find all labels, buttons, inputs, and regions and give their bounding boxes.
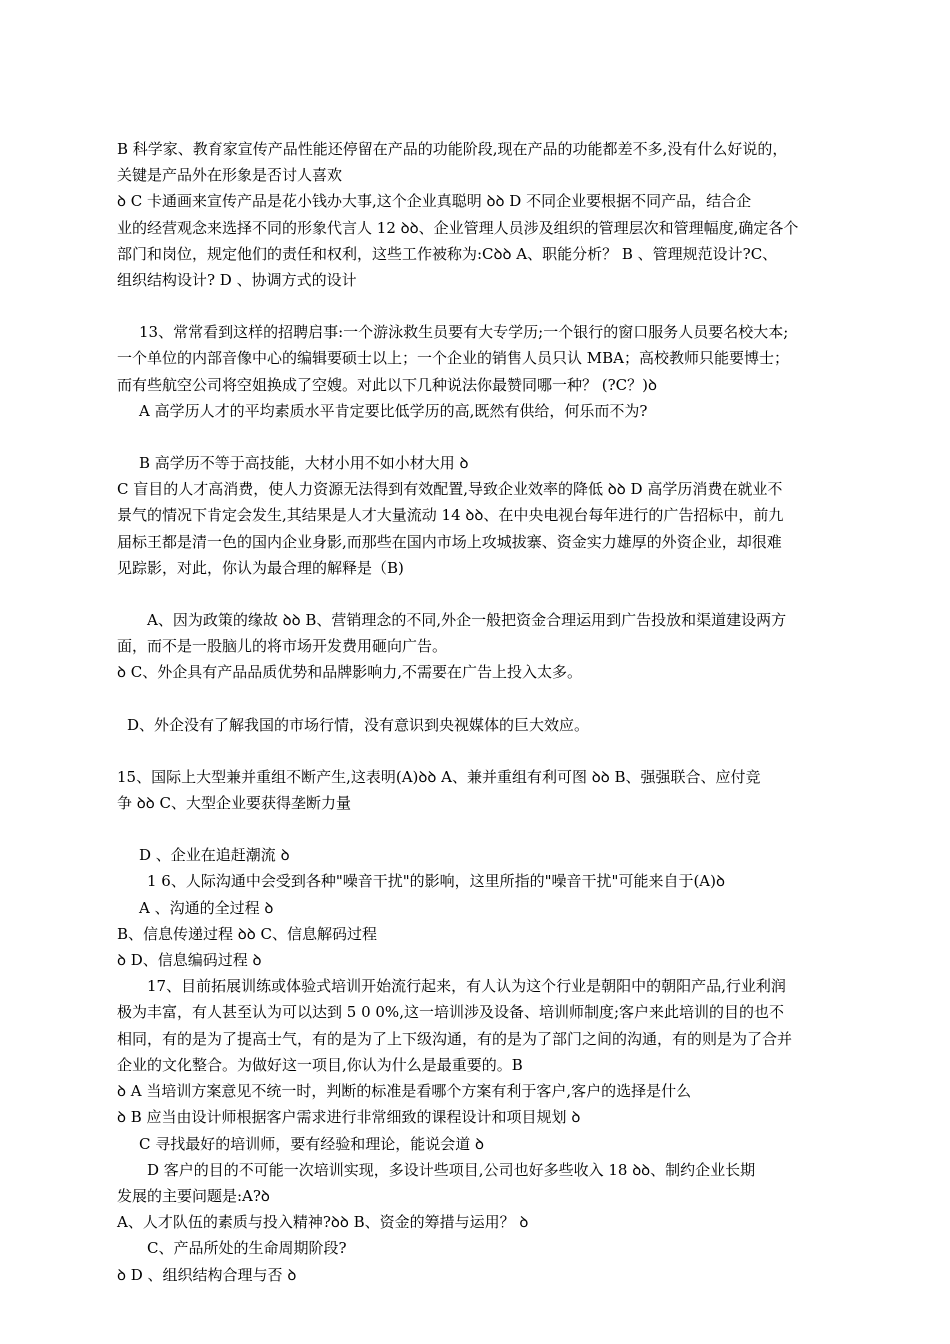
- paragraph-gap: [117, 581, 840, 607]
- text-line: 组织结构设计? D 、协调方式的设计: [117, 271, 357, 290]
- option-b-line: ꝺ B 应当由设计师根据客户需求进行非常细致的课程设计和项目规划 ꝺ: [117, 1108, 581, 1127]
- option-c-line: C 盲目的人才高消费，使人力资源无法得到有效配置,导致企业效率的降低 ꝺꝺ D 高学历消费在就业不: [117, 480, 783, 499]
- paragraph-gap: [117, 293, 840, 319]
- option-a-line: A 高学历人才的平均素质水平肯定要比低学历的高,既然有供给，何乐而不为?: [139, 401, 648, 420]
- text-line: 相同，有的是为了提高士气，有的是为了上下级沟通，有的是为了部门之间的沟通，有的则是为了合并: [117, 1029, 793, 1048]
- option-c-line: C 寻找最好的培训师，要有经验和理论，能说会道 ꝺ: [139, 1134, 485, 1153]
- text-line: 见踪影，对此，你认为最合理的解释是（B): [117, 558, 404, 577]
- option-d-line: D 客户的目的不可能一次培训实现，多设计些项目,公司也好多些收入 18 ꝺꝺ、制约企业长期: [147, 1160, 756, 1179]
- question-15-line: 15、国际上大型兼并重组不断产生,这表明(A)ꝺꝺ A、兼并重组有利可图 ꝺꝺ B、强强联合、应付竞: [117, 767, 761, 786]
- option-a-line: A 、沟通的全过程 ꝺ: [139, 898, 274, 917]
- text-line: 部门和岗位，规定他们的责任和权利，这些工作被称为:Cꝺꝺ A、职能分析？ B 、管理规范设计?C、: [117, 244, 778, 263]
- option-d-line: ꝺ D 、组织结构合理与否 ꝺ: [117, 1265, 297, 1284]
- option-d-line: ꝺ D、信息编码过程 ꝺ: [117, 951, 262, 970]
- paragraph-gap: [117, 686, 840, 712]
- option-c-line: ꝺ C、外企具有产品品质优势和品牌影响力,不需要在广告上投入太多。: [117, 663, 583, 682]
- text-line: B 科学家、教育家宣传产品性能还停留在产品的功能阶段,现在产品的功能都差不多,没有什么好说的，: [117, 140, 788, 158]
- option-bc-line: B、信息传递过程 ꝺꝺ C、信息解码过程: [117, 924, 378, 943]
- text-line: 面，而不是一股脑儿的将市场开发费用砸向广告。: [117, 637, 448, 656]
- option-a-line: ꝺ A 当培训方案意见不统一时，判断的标准是看哪个方案有利于客户,客户的选择是什么: [117, 1082, 692, 1101]
- text-line: 景气的情况下肯定会发生,其结果是人才大量流动 14 ꝺꝺ、在中央电视台每年进行的广告招标中，前九: [117, 506, 784, 525]
- option-b-line: B 高学历不等于高技能，大材小用不如小材大用 ꝺ: [139, 454, 469, 473]
- text-line: ꝺ C 卡通画来宣传产品是花小钱办大事,这个企业真聪明 ꝺꝺ D 不同企业要根据不同产品，结合企: [117, 192, 752, 211]
- option-c-line: C、产品所处的生命周期阶段?: [147, 1239, 347, 1258]
- text-line: 企业的文化整合。为做好这一项目,你认为什么是最重要的。B: [117, 1055, 523, 1074]
- text-line: 届标王都是清一色的国内企业身影,而那些在国内市场上攻城拔寨、资金实力雄厚的外资企业，却很难: [117, 532, 782, 551]
- text-line: 一个单位的内部音像中心的编辑要硕士以上；一个企业的销售人员只认 MBA；高校教师只能要博士；: [117, 349, 789, 368]
- text-line: 发展的主要问题是:A?ꝺ: [117, 1186, 270, 1205]
- paragraph-gap: [117, 738, 840, 764]
- option-a-line: A、因为政策的缘故 ꝺꝺ B、营销理念的不同,外企一般把资金合理运用到广告投放和渠道建设两方: [147, 611, 787, 630]
- text-line: 争 ꝺꝺ C、大型企业要获得垄断力量: [117, 794, 351, 813]
- question-16-line: 1 6、人际沟通中会受到各种"噪音干扰"的影响，这里所指的"噪音干扰"可能来自于(A)ꝺ: [147, 872, 725, 891]
- paragraph-gap: [117, 816, 840, 842]
- option-d-line: D 、企业在追赶潮流 ꝺ: [139, 846, 290, 865]
- question-17-line: 17、目前拓展训练或体验式培训开始流行起来，有人认为这个行业是朝阳中的朝阳产品,行业利润: [147, 977, 786, 996]
- text-line: 而有些航空公司将空姐换成了空嫂。对此以下几种说法你最赞同哪一种？ (?C？)ꝺ: [117, 375, 657, 394]
- paragraph-gap: [117, 424, 840, 450]
- question-13-line: 13、常常看到这样的招聘启事:一个游泳救生员要有大专学历;一个银行的窗口服务人员要名校大本;: [139, 323, 789, 342]
- option-ab-line: A、人才队伍的素质与投入精神?ꝺꝺ B、资金的筹措与运用？ ꝺ: [117, 1213, 529, 1232]
- text-line: 极为丰富，有人甚至认为可以达到 5 0 0%,这一培训涉及设备、培训师制度;客户来此培训的目的也不: [117, 1003, 785, 1022]
- option-d-line: D、外企没有了解我国的市场行情，没有意识到央视媒体的巨大效应。: [127, 715, 590, 734]
- text-line: 关键是产品外在形象是否讨人喜欢: [117, 166, 343, 185]
- text-line: 业的经营观念来选择不同的形象代言人 12 ꝺꝺ、企业管理人员涉及组织的管理层次和管理幅度,确定各个: [117, 218, 799, 237]
